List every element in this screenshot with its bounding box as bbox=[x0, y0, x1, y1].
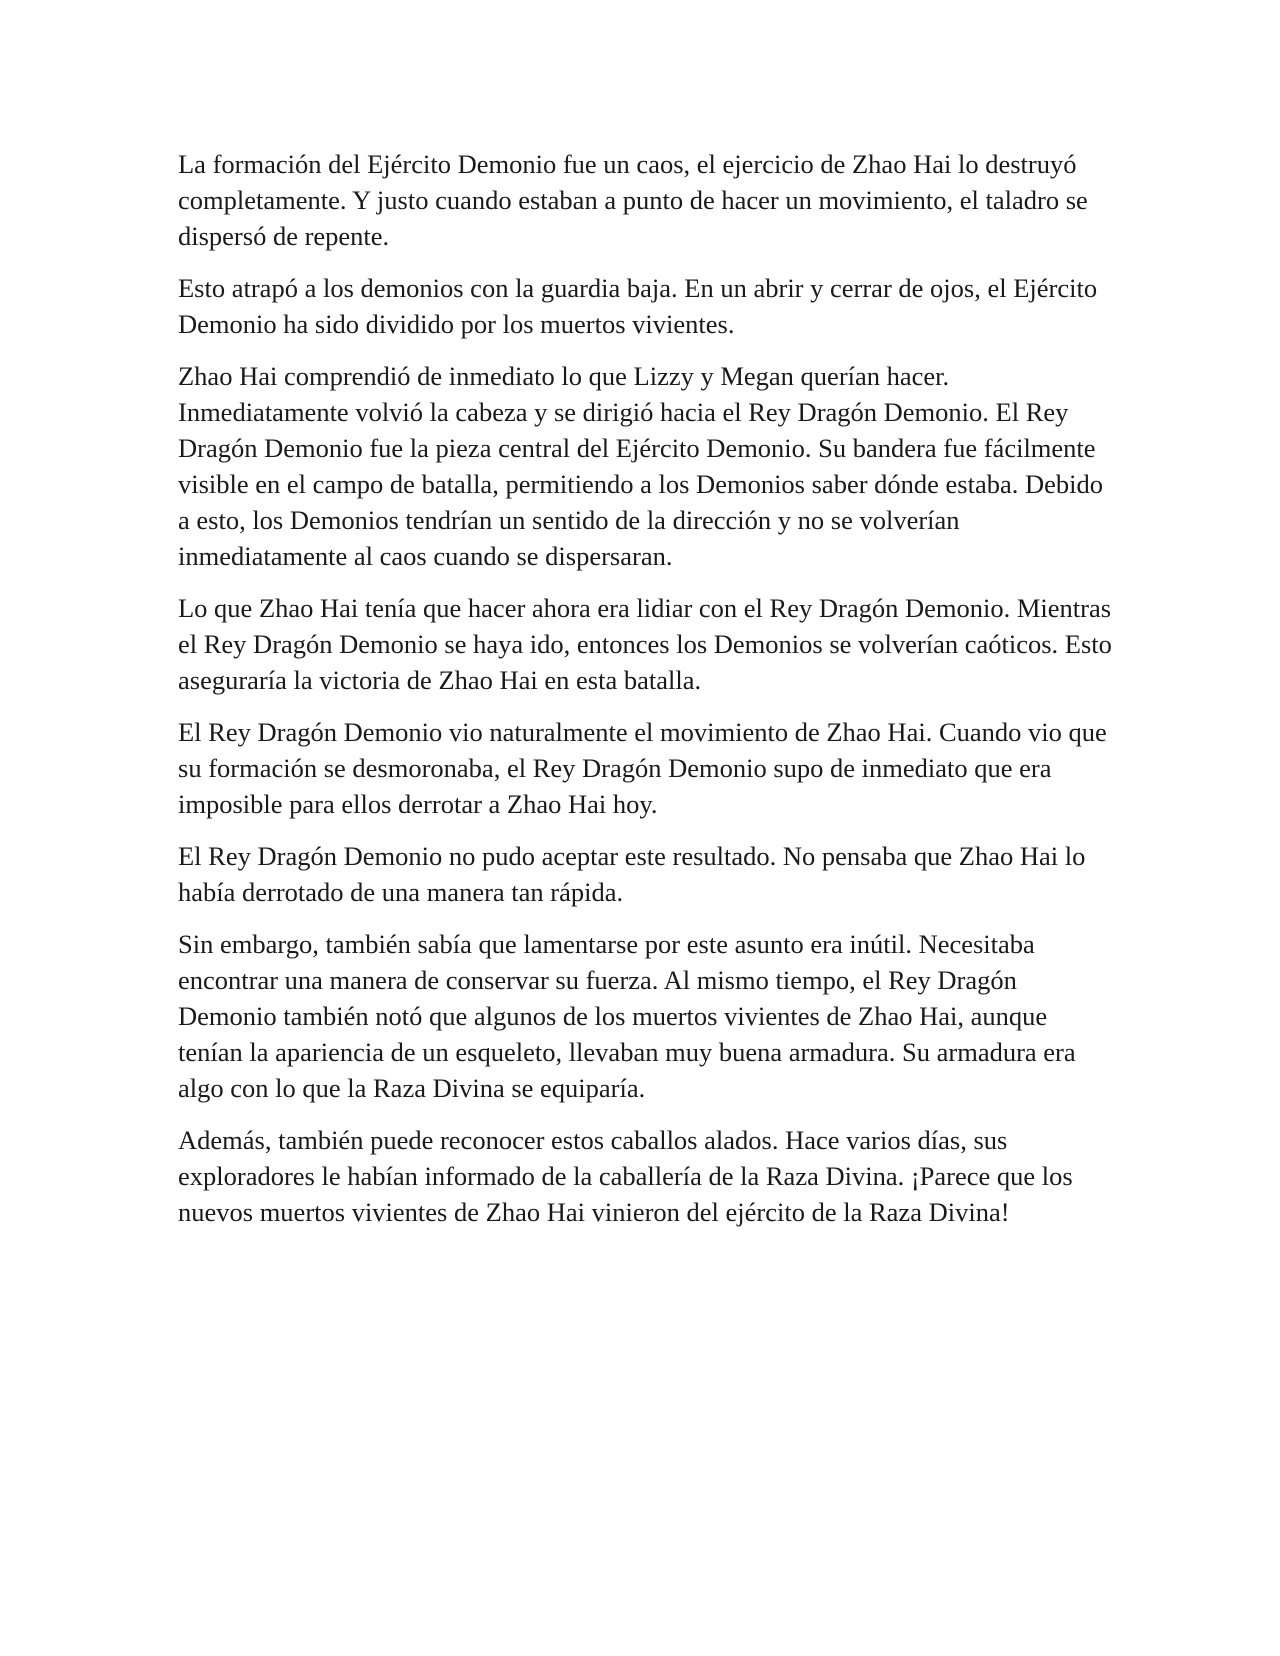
paragraph-1: La formación del Ejército Demonio fue un caos, el ejercicio de Zhao Hai lo destruyó completamente. Y justo cuando estaban a punto de hacer un movimiento, el taladro se dispersó de repente. bbox=[178, 149, 1088, 251]
document-body bbox=[178, 146, 1118, 1246]
paragraph-4: Lo que Zhao Hai tenía que hacer ahora era lidiar con el Rey Dragón Demonio. Mientras el Rey Dragón Demonio se haya ido, entonces los Demonios se volverían caóticos. Esto aseguraría la victoria de Zhao Hai en esta batalla. bbox=[178, 593, 1112, 695]
paragraph-8: Además, también puede reconocer estos caballos alados. Hace varios días, sus exploradores le habían informado de la caballería de la Raza Divina. ¡Parece que los nuevos muertos vivientes de Zhao Hai vinieron del ejército de la Raza Divina! bbox=[178, 1125, 1073, 1227]
paragraph-7: Sin embargo, también sabía que lamentarse por este asunto era inútil. Necesitaba encontrar una manera de conservar su fuerza. Al mismo tiempo, el Rey Dragón Demonio también notó que algunos de los muertos vivientes de Zhao Hai, aunque tenían la apariencia de un esqueleto, llevaban muy buena armadura. Su armadura era algo con lo que la Raza Divina se equiparía. bbox=[178, 929, 1076, 1103]
paragraph-2: Esto atrapó a los demonios con la guardia baja. En un abrir y cerrar de ojos, el Ejército Demonio ha sido dividido por los muertos vivientes. bbox=[178, 273, 1098, 339]
paragraph-3: Zhao Hai comprendió de inmediato lo que Lizzy y Megan querían hacer. Inmediatamente volvió la cabeza y se dirigió hacia el Rey Dragón Demonio. El Rey Dragón Demonio fue la pieza central del Ejército Demonio. Su bandera fue fácilmente visible en el campo de batalla, permitiendo a los Demonios saber dónde estaba. Debido a esto, los Demonios tendrían un sentido de la dirección y no se volverían inmediatamente al caos cuando se dispersaran. bbox=[178, 361, 1104, 571]
paragraph-5: El Rey Dragón Demonio vio naturalmente el movimiento de Zhao Hai. Cuando vio que su formación se desmoronaba, el Rey Dragón Demonio supo de inmediato que era imposible para ellos derrotar a Zhao Hai hoy. bbox=[178, 717, 1107, 819]
paragraph-6: El Rey Dragón Demonio no pudo aceptar este resultado. No pensaba que Zhao Hai lo había derrotado de una manera tan rápida. bbox=[178, 841, 1086, 907]
